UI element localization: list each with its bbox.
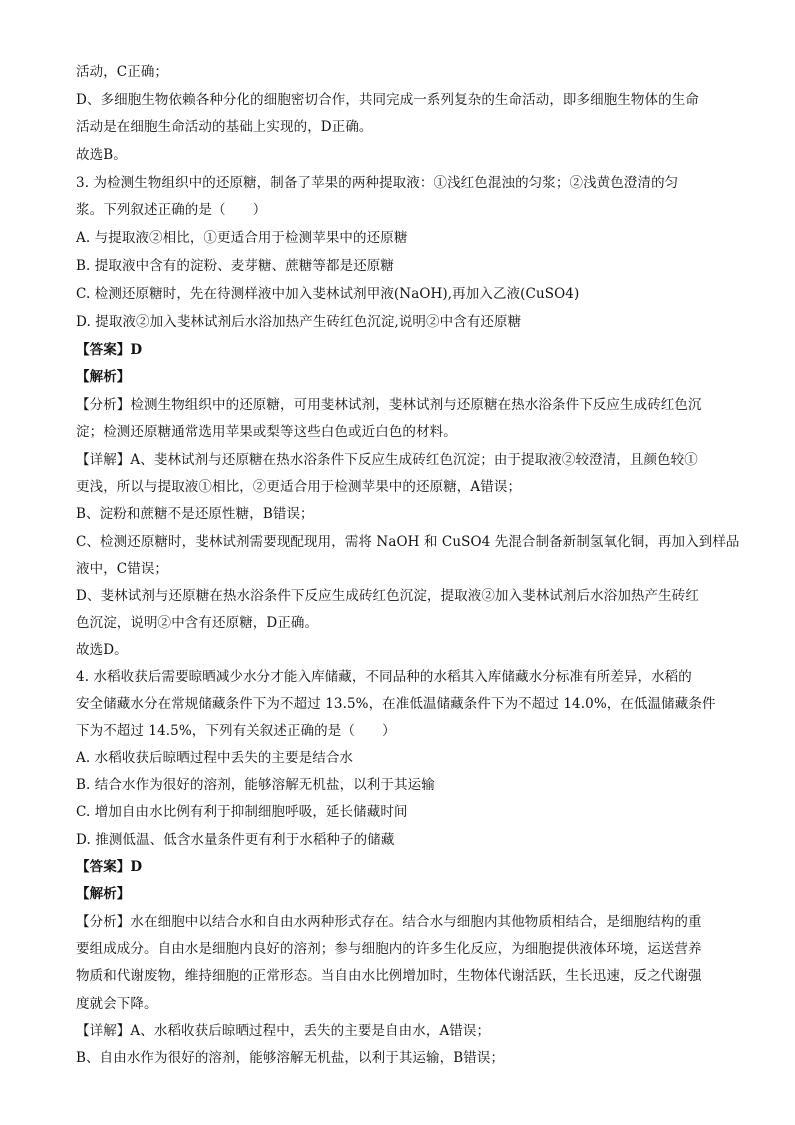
text-line: 活动，C正确；: [76, 64, 169, 80]
question-3-stem: 浆。下列叙述正确的是（ ）: [76, 202, 267, 218]
detail-text: C、检测还原糖时，斐林试剂需要现配现用，需将 NaOH 和 CuSO4 先混合制备新制氢氧化铜，再加入到样品: [76, 534, 740, 550]
detail-text: 故选D。: [76, 642, 128, 658]
question-4-stem: 安全储藏水分在常规储藏条件下为不超过 13.5%，在准低温储藏条件下为不超过 14.0%，在低温储藏条件: [76, 696, 716, 712]
option-a: A. 与提取液②相比，①更适合用于检测苹果中的还原糖: [76, 230, 408, 246]
text-line: 活动是在细胞生命活动的基础上实现的，D正确。: [76, 119, 373, 135]
question-4-stem: 4. 水稻收获后需要晾晒减少水分才能入库储藏，不同品种的水稻其入库储藏水分标准有所差异，水稻的: [76, 669, 692, 685]
analysis-text: 【分析】水在细胞中以结合水和自由水两种形式存在。结合水与细胞内其他物质相结合，是细胞结构的重: [76, 914, 702, 930]
answer-label: 【答案】D: [76, 859, 143, 875]
text-line: 故选B。: [76, 147, 127, 163]
analysis-label: 【解析】: [76, 886, 131, 902]
option-a: A. 水稻收获后晾晒过程中丢失的主要是结合水: [76, 750, 354, 766]
analysis-text: 淀；检测还原糖通常选用苹果或梨等这些白色或近白色的材料。: [76, 424, 457, 440]
detail-text: D、斐林试剂与还原糖在热水浴条件下反应生成砖红色沉淀，提取液②加入斐林试剂后水浴加热产生砖红: [76, 588, 699, 604]
answer-label: 【答案】D: [76, 342, 143, 358]
analysis-label: 【解析】: [76, 369, 131, 385]
detail-text: 更浅，所以与提取液①相比，②更适合用于检测苹果中的还原糖，A错误；: [76, 479, 522, 495]
analysis-text: 【分析】检测生物组织中的还原糖，可用斐林试剂，斐林试剂与还原糖在热水浴条件下反应生成砖红色沉: [76, 397, 702, 413]
detail-text: B、淀粉和蔗糖不是还原性糖，B错误；: [76, 506, 314, 522]
detail-text: 【详解】A、水稻收获后晾晒过程中，丢失的主要是自由水，A错误；: [76, 1023, 491, 1039]
detail-text: 色沉淀，说明②中含有还原糖，D正确。: [76, 615, 319, 631]
option-d: D. 推测低温、低含水量条件更有利于水稻种子的储藏: [76, 832, 395, 848]
text-line: D、多细胞生物依赖各种分化的细胞密切合作，共同完成一系列复杂的生命活动，即多细胞生物体的生命: [76, 92, 699, 108]
detail-text: B、自由水作为很好的溶剂，能够溶解无机盐，以利于其运输，B错误；: [76, 1050, 505, 1066]
question-3-stem: 3. 为检测生物组织中的还原糖，制备了苹果的两种提取液：①浅红色混浊的匀浆；②浅黄色澄清的匀: [76, 175, 679, 191]
question-4-stem: 下为不超过 14.5%，下列有关叙述正确的是（ ）: [76, 723, 396, 739]
detail-text: 液中，C错误；: [76, 561, 169, 577]
option-d: D. 提取液②加入斐林试剂后水浴加热产生砖红色沉淀,说明②中含有还原糖: [76, 314, 522, 330]
option-c: C. 增加自由水比例有利于抑制细胞呼吸，延长储藏时间: [76, 804, 408, 820]
option-b: B. 提取液中含有的淀粉、麦芽糖、蔗糖等都是还原糖: [76, 258, 395, 274]
analysis-text: 要组成成分。自由水是细胞内良好的溶剂；参与细胞内的许多生化反应，为细胞提供液体环境，运送营养: [76, 941, 702, 957]
analysis-text: 度就会下降。: [76, 996, 158, 1012]
option-b: B. 结合水作为很好的溶剂，能够溶解无机盐，以利于其运输: [76, 777, 435, 793]
analysis-text: 物质和代谢废物，维持细胞的正常形态。当自由水比例增加时，生物体代谢活跃，生长迅速，反之代谢强: [76, 968, 702, 984]
option-c: C. 检测还原糖时，先在待测样液中加入斐林试剂甲液(NaOH),再加入乙液(CuSO4): [76, 286, 580, 302]
detail-text: 【详解】A、斐林试剂与还原糖在热水浴条件下反应生成砖红色沉淀；由于提取液②较澄清，且颜色较①: [76, 452, 698, 468]
